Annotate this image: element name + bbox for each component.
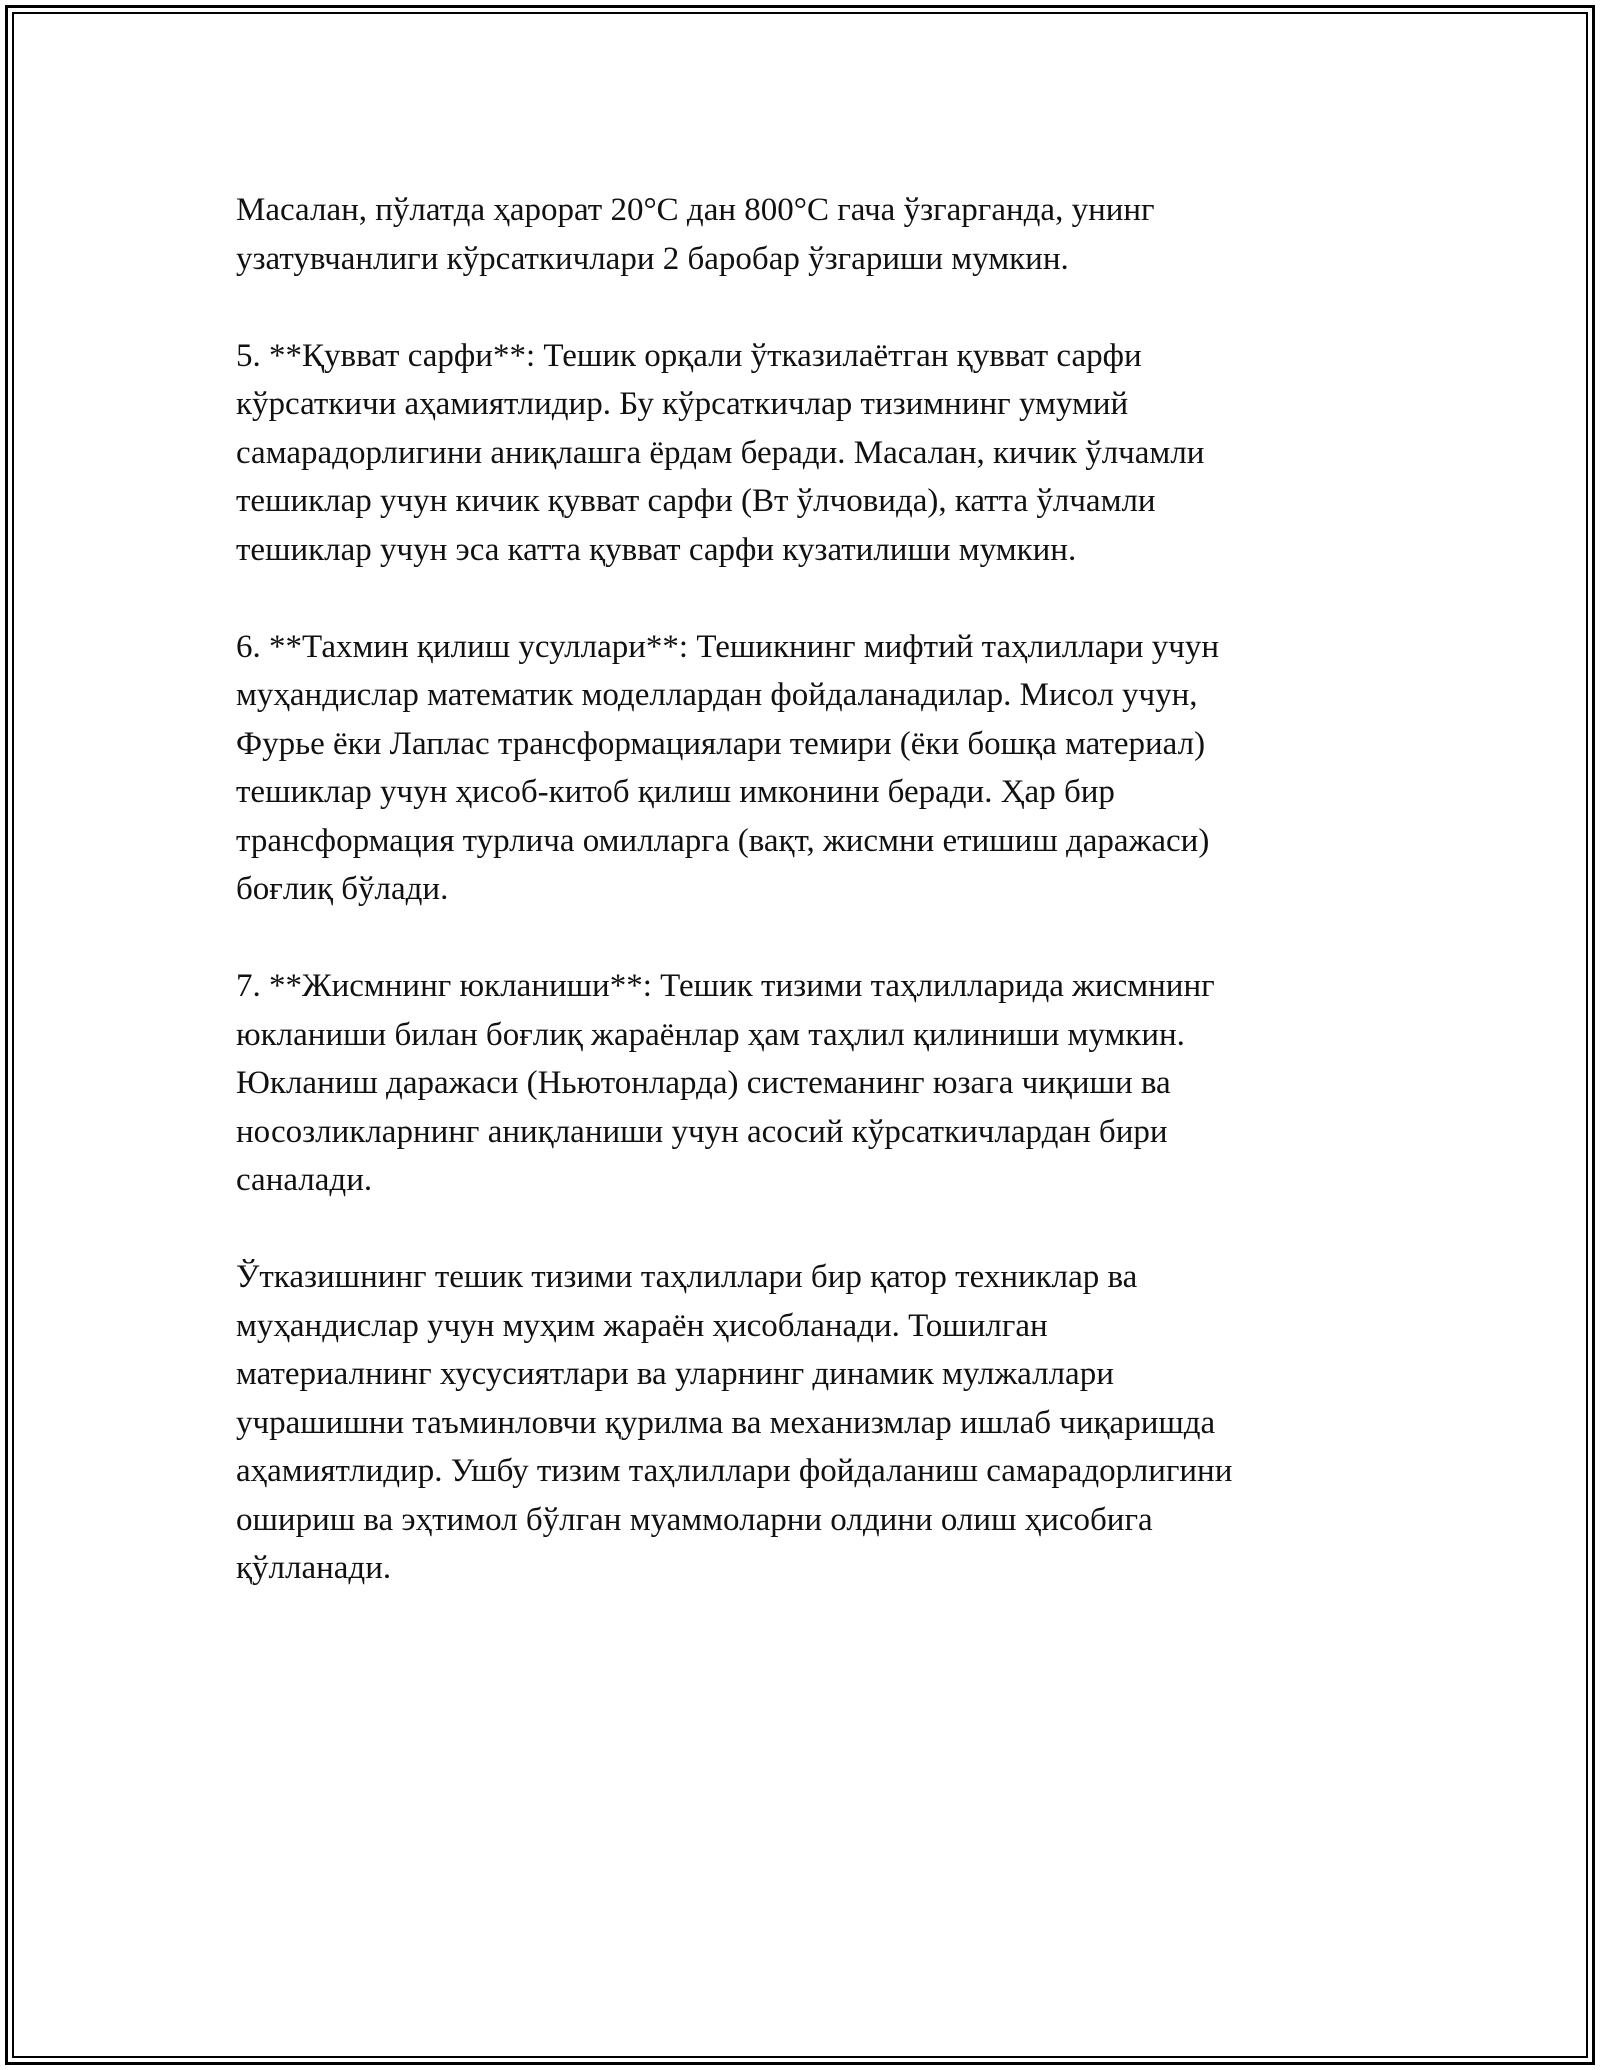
text-line: юкланиши билан боғлиқ жараёнлар ҳам таҳлил қилиниши мумкин. [236, 1016, 1185, 1053]
text-line: 6. **Тахмин қилиш усуллари**: Тешикнинг мифтий таҳлиллари учун [236, 628, 1220, 665]
paragraph-item-5 [236, 332, 1366, 575]
text-line: Юкланиш даражаси (Ньютонларда) системанинг юзага чиқиши ва [236, 1065, 1171, 1101]
text-line: Фурье ёки Лаплас трансформациялари темири (ёки бошқа материал) [236, 725, 1206, 762]
text-line: носозликларнинг аниқланиши учун асосий кўрсаткичлардан бири [236, 1113, 1168, 1150]
text-line: ошириш ва эҳтимол бўлган муаммоларни олдини олиш ҳисобига [236, 1501, 1153, 1538]
document-body [236, 186, 1366, 1641]
text-line: муҳандислар математик моделлардан фойдаланадилар. Мисол учун, [236, 677, 1198, 713]
text-line: Ўтказишнинг тешик тизими таҳлиллари бир қатор техниклар ва [236, 1259, 1138, 1295]
text-line: муҳандислар учун муҳим жараён ҳисобланади. Тошилган [236, 1307, 1048, 1344]
text-line: 5. **Қувват сарфи**: Тешик орқали ўтказилаётган қувват сарфи [236, 337, 1142, 374]
text-line: тешиклар учун эса катта қувват сарфи кузатилиши мумкин. [236, 531, 1077, 568]
text-line: самарадорлигини аниқлашга ёрдам беради. Масалан, кичик ўлчамли [236, 434, 1205, 471]
text-line: трансформация турлича омилларга (вақт, жисмни етишиш даражаси) [236, 822, 1210, 859]
text-line: саналади. [236, 1162, 373, 1198]
text-line: материалнинг хусусиятлари ва уларнинг динамик мулжаллари [236, 1356, 1114, 1392]
paragraph-item-6 [236, 623, 1366, 914]
paragraph-intro [236, 186, 1366, 283]
text-line: тешиклар учун кичик қувват сарфи (Вт ўлчовида), катта ўлчамли [236, 483, 1156, 519]
text-line: Масалан, пўлатда ҳарорат 20°C дан 800°C гача ўзгарганда, унинг [236, 192, 1155, 228]
text-line: тешиклар учун ҳисоб-китоб қилиш имконини беради. Ҳар бир [236, 774, 1115, 810]
paragraph-item-7 [236, 962, 1366, 1205]
text-line: қўлланади. [236, 1550, 392, 1586]
text-line: 7. **Жисмнинг юкланиши**: Тешик тизими таҳлилларида жисмнинг [236, 968, 1215, 1004]
text-line: учрашишни таъминловчи қурилма ва механизмлар ишлаб чиқаришда [236, 1404, 1216, 1441]
text-line: боғлиқ бўлади. [236, 871, 449, 907]
text-line: кўрсаткичи аҳамиятлидир. Бу кўрсаткичлар тизимнинг умумий [236, 386, 1129, 422]
paragraph-conclusion [236, 1253, 1366, 1593]
text-line: узатувчанлиги кўрсаткичлари 2 баробар ўзгариши мумкин. [236, 240, 1069, 277]
text-line: аҳамиятлидир. Ушбу тизим таҳлиллари фойдаланиш самарадорлигини [236, 1453, 1233, 1489]
